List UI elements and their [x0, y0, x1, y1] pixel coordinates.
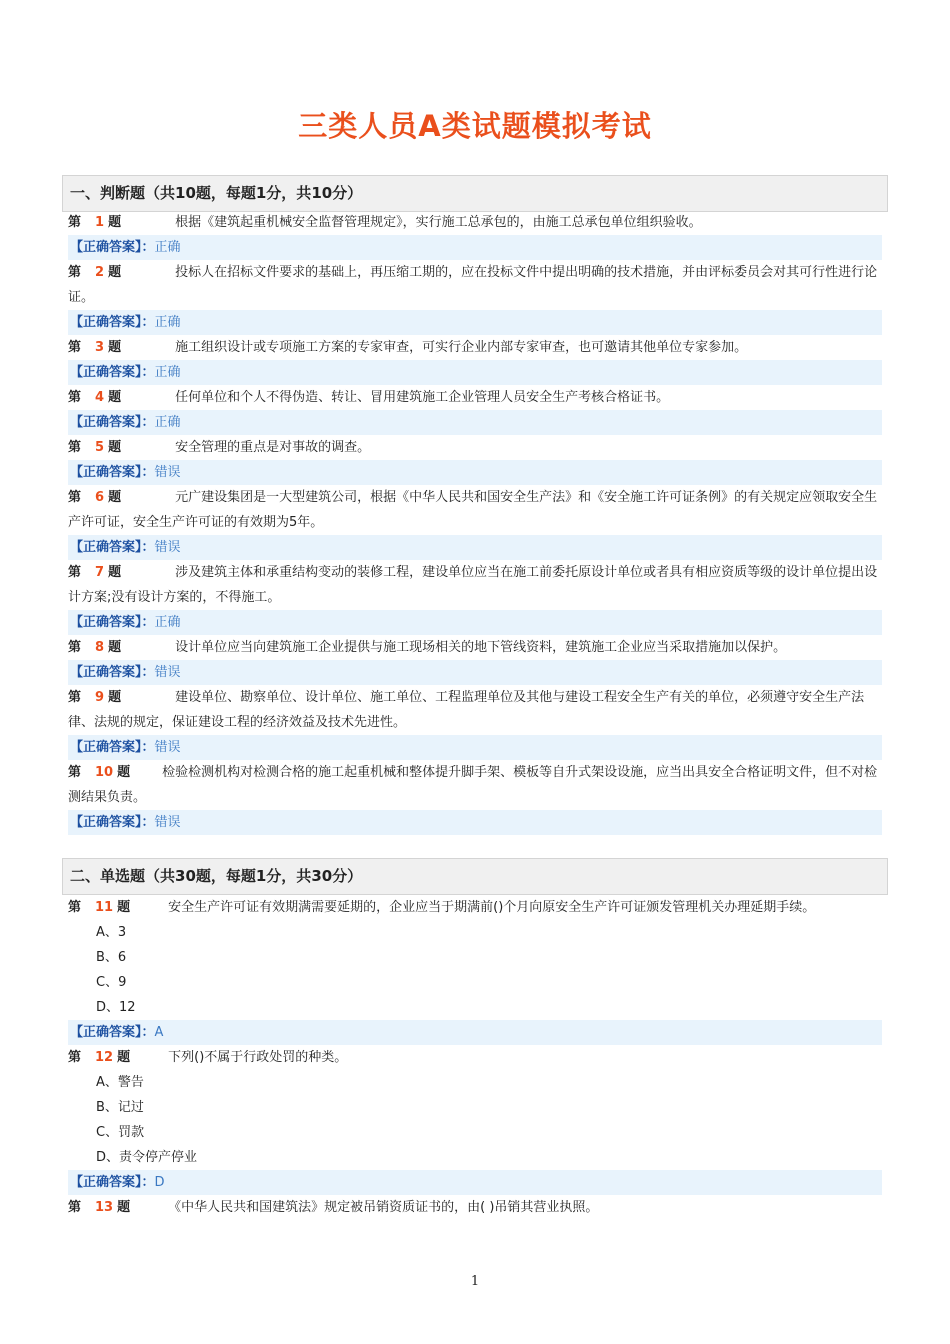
answer-label: 【正确答案】： [70, 240, 155, 255]
question-prefix: 第 [68, 900, 82, 915]
question-suffix: 题 [117, 900, 131, 915]
question-item [68, 485, 882, 535]
answer-value: 错误 [154, 665, 181, 680]
single-choice-question-list [68, 895, 882, 1220]
answer-row [68, 360, 882, 385]
question-suffix: 题 [108, 565, 122, 580]
question-prefix: 第 [68, 340, 82, 355]
answer-label: 【正确答案】： [70, 615, 155, 630]
answer-value: 错误 [154, 540, 181, 555]
answer-label: 【正确答案】： [70, 1025, 155, 1040]
question-suffix: 题 [108, 215, 122, 230]
answer-value: A [154, 1025, 164, 1040]
question-text: 投标人在招标文件要求的基础上，再压缩工期的，应在投标文件中提出明确的技术措施，并由评标委员会对其可行性进行论证。 [68, 265, 878, 305]
question-text: 元广建设集团是一大型建筑公司，根据《中华人民共和国安全生产法》和《安全施工许可证条例》的有关规定应领取安全生产许可证，安全生产许可证的有效期为5年。 [68, 490, 878, 530]
question-item [68, 685, 882, 735]
answer-value: D [154, 1175, 165, 1190]
answer-value: 错误 [154, 815, 181, 830]
answer-row [68, 735, 882, 760]
question-number: 7 [95, 565, 105, 580]
question-suffix: 题 [108, 490, 122, 505]
answer-label: 【正确答案】： [70, 665, 155, 680]
question-item [68, 1045, 882, 1070]
question-item [68, 895, 882, 920]
judgment-question-list [68, 210, 882, 835]
question-suffix: 题 [117, 1200, 131, 1215]
question-prefix: 第 [68, 690, 82, 705]
answer-row [68, 410, 882, 435]
answer-label: 【正确答案】： [70, 1175, 155, 1190]
answer-value: 正确 [154, 315, 181, 330]
question-item [68, 210, 882, 235]
answer-row [68, 1020, 882, 1045]
question-prefix: 第 [68, 490, 82, 505]
question-suffix: 题 [108, 440, 122, 455]
option-item: C、9 [96, 975, 127, 990]
question-number: 4 [95, 390, 105, 405]
answer-value: 正确 [154, 615, 181, 630]
question-number: 9 [95, 690, 105, 705]
option-item: B、6 [96, 950, 127, 965]
answer-label: 【正确答案】： [70, 465, 155, 480]
question-item [68, 760, 882, 810]
question-item [68, 385, 882, 410]
answer-value: 正确 [154, 365, 181, 380]
question-number: 6 [95, 490, 105, 505]
question-text: 《中华人民共和国建筑法》规定被吊销资质证书的，由( )吊销其营业执照。 [168, 1200, 599, 1215]
question-text: 下列()不属于行政处罚的种类。 [168, 1050, 348, 1065]
page-number: 1 [470, 1274, 480, 1289]
question-number: 2 [95, 265, 105, 280]
answer-row [68, 1170, 882, 1195]
answer-row [68, 660, 882, 685]
answer-value: 错误 [154, 740, 181, 755]
question-suffix: 题 [108, 265, 122, 280]
question-number: 1 [95, 215, 105, 230]
question-item [68, 260, 882, 310]
question-suffix: 题 [117, 765, 131, 780]
question-number: 10 [95, 765, 114, 780]
answer-value: 正确 [154, 415, 181, 430]
option-item: A、3 [96, 925, 127, 940]
question-text: 涉及建筑主体和承重结构变动的装修工程，建设单位应当在施工前委托原设计单位或者具有相应资质等级的设计单位提出设计方案;没有设计方案的，不得施工。 [68, 565, 878, 605]
question-number: 5 [95, 440, 105, 455]
question-number: 8 [95, 640, 105, 655]
question-suffix: 题 [108, 640, 122, 655]
question-prefix: 第 [68, 1200, 82, 1215]
question-prefix: 第 [68, 440, 82, 455]
page-title: 三类人员A类试题模拟考试 [298, 109, 652, 143]
answer-row [68, 610, 882, 635]
question-prefix: 第 [68, 640, 82, 655]
option-item: D、责令停产停业 [96, 1150, 198, 1165]
option-item: B、记过 [96, 1100, 144, 1115]
question-suffix: 题 [108, 340, 122, 355]
question-text: 安全管理的重点是对事故的调查。 [175, 440, 371, 455]
question-item [68, 560, 882, 610]
question-number: 12 [95, 1050, 114, 1065]
question-number: 13 [95, 1200, 114, 1215]
question-text: 施工组织设计或专项施工方案的专家审查，可实行企业内部专家审查，也可邀请其他单位专家参加。 [175, 340, 748, 355]
question-text: 检验检测机构对检测合格的施工起重机械和整体提升脚手架、模板等自升式架设设施，应当出具安全合格证明文件，但不对检测结果负责。 [68, 765, 878, 805]
answer-row [68, 310, 882, 335]
answer-label: 【正确答案】： [70, 365, 155, 380]
question-text: 根据《建筑起重机械安全监督管理规定》，实行施工总承包的，由施工总承包单位组织验收。 [175, 215, 702, 230]
question-text: 设计单位应当向建筑施工企业提供与施工现场相关的地下管线资料，建筑施工企业应当采取措施加以保护。 [175, 640, 787, 655]
answer-row [68, 460, 882, 485]
question-prefix: 第 [68, 265, 82, 280]
question-item [68, 635, 882, 660]
question-prefix: 第 [68, 390, 82, 405]
answer-label: 【正确答案】： [70, 815, 155, 830]
section-header-single-choice: 二、单选题（共30题，每题1分，共30分） [62, 858, 888, 895]
answer-row [68, 235, 882, 260]
question-prefix: 第 [68, 215, 82, 230]
answer-label: 【正确答案】： [70, 415, 155, 430]
answer-label: 【正确答案】： [70, 740, 155, 755]
question-suffix: 题 [108, 390, 122, 405]
question-suffix: 题 [108, 690, 122, 705]
question-item [68, 435, 882, 460]
question-prefix: 第 [68, 565, 82, 580]
option-item: D、12 [96, 1000, 136, 1015]
answer-row [68, 810, 882, 835]
question-item [68, 1195, 882, 1220]
answer-label: 【正确答案】： [70, 315, 155, 330]
question-prefix: 第 [68, 765, 82, 780]
section-header-judgment: 一、判断题（共10题，每题1分，共10分） [62, 175, 888, 212]
option-item: C、罚款 [96, 1125, 145, 1140]
option-item: A、警告 [96, 1075, 144, 1090]
question-number: 3 [95, 340, 105, 355]
question-text: 任何单位和个人不得伪造、转让、冒用建筑施工企业管理人员安全生产考核合格证书。 [175, 390, 670, 405]
answer-value: 正确 [154, 240, 181, 255]
answer-value: 错误 [154, 465, 181, 480]
question-text: 安全生产许可证有效期满需要延期的，企业应当于期满前()个月向原安全生产许可证颁发管理机关办理延期手续。 [168, 900, 816, 915]
question-suffix: 题 [117, 1050, 131, 1065]
question-prefix: 第 [68, 1050, 82, 1065]
answer-label: 【正确答案】： [70, 540, 155, 555]
question-number: 11 [95, 900, 114, 915]
question-text: 建设单位、勘察单位、设计单位、施工单位、工程监理单位及其他与建设工程安全生产有关的单位，必须遵守安全生产法律、法规的规定，保证建设工程的经济效益及技术先进性。 [68, 690, 865, 730]
question-item [68, 335, 882, 360]
answer-row [68, 535, 882, 560]
